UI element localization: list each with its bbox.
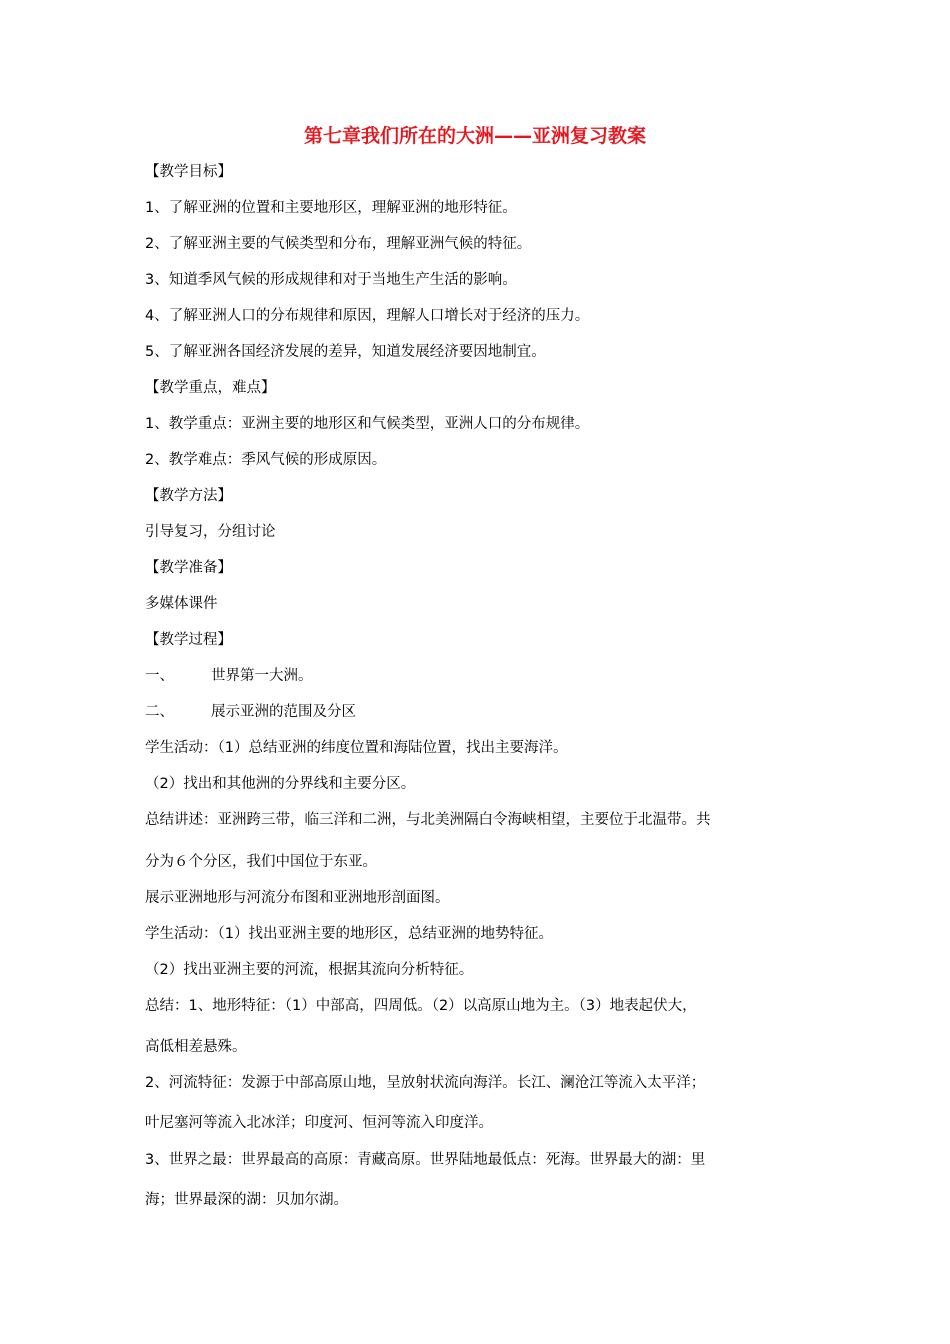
heading-teaching-preparation: 【教学准备】 (145, 560, 232, 576)
heading-teaching-objectives: 【教学目标】 (145, 164, 232, 180)
body-line-4: 分为６个分区，我们中国位于东亚。 (145, 854, 377, 870)
process-item-2 (145, 702, 356, 722)
body-line-13: 海；世界最深的湖：贝加尔湖。 (145, 1192, 348, 1208)
process-item-number: 二、 (145, 704, 174, 720)
process-item-text: 展示亚洲的范围及分区 (211, 704, 356, 720)
key-point-line-2: 2、教学难点：季风气候的形成原因。 (145, 452, 387, 468)
body-line-7: （2）找出亚洲主要的河流，根据其流向分析特征。 (145, 962, 474, 978)
objective-line-1: 1、了解亚洲的位置和主要地形区，理解亚洲的地形特征。 (145, 200, 517, 216)
body-line-11: 叶尼塞河等流入北冰洋；印度河、恒河等流入印度洋。 (145, 1115, 493, 1131)
process-item-text: 世界第一大洲。 (211, 668, 313, 684)
teaching-preparation-text: 多媒体课件 (145, 596, 218, 612)
objective-line-2: 2、了解亚洲主要的气候类型和分布，理解亚洲气候的特征。 (145, 236, 532, 252)
teaching-methods-text: 引导复习，分组讨论 (145, 524, 276, 540)
process-item-number: 一、 (145, 668, 174, 684)
body-line-2: （2）找出和其他洲的分界线和主要分区。 (145, 776, 416, 792)
heading-teaching-methods: 【教学方法】 (145, 488, 232, 504)
heading-key-points: 【教学重点，难点】 (145, 380, 276, 396)
body-line-10: 2、河流特征：发源于中部高原山地，呈放射状流向海洋。长江、澜沧江等流入太平洋； (145, 1075, 706, 1091)
body-line-8: 总结：1、地形特征：（1）中部高，四周低。（2）以高原山地为主。（3）地表起伏大， (145, 998, 697, 1014)
body-line-12: 3、世界之最：世界最高的高原：青藏高原。世界陆地最低点：死海。世界最大的湖：里 (145, 1152, 706, 1168)
body-line-9: 高低相差悬殊。 (145, 1039, 247, 1055)
body-line-5: 展示亚洲地形与河流分布图和亚洲地形剖面图。 (145, 890, 450, 906)
heading-teaching-process: 【教学过程】 (145, 632, 232, 648)
body-line-3: 总结讲述：亚洲跨三带，临三洋和二洲，与北美洲隔白令海峡相望，主要位于北温带。共 (145, 812, 711, 828)
process-item-1 (145, 666, 313, 686)
objective-line-4: 4、了解亚洲人口的分布规律和原因，理解人口增长对于经济的压力。 (145, 308, 590, 324)
key-point-line-1: 1、教学重点：亚洲主要的地形区和气候类型，亚洲人口的分布规律。 (145, 416, 590, 432)
objective-line-3: 3、知道季风气候的形成规律和对于当地生产生活的影响。 (145, 272, 517, 288)
body-line-6: 学生活动：（1）找出亚洲主要的地形区，总结亚洲的地势特征。 (145, 926, 553, 942)
objective-line-5: 5、了解亚洲各国经济发展的差异，知道发展经济要因地制宜。 (145, 344, 546, 360)
document-title: 第七章我们所在的大洲——亚洲复习教案 (303, 125, 646, 147)
body-line-1: 学生活动：（1）总结亚洲的纬度位置和海陆位置，找出主要海洋。 (145, 740, 568, 756)
